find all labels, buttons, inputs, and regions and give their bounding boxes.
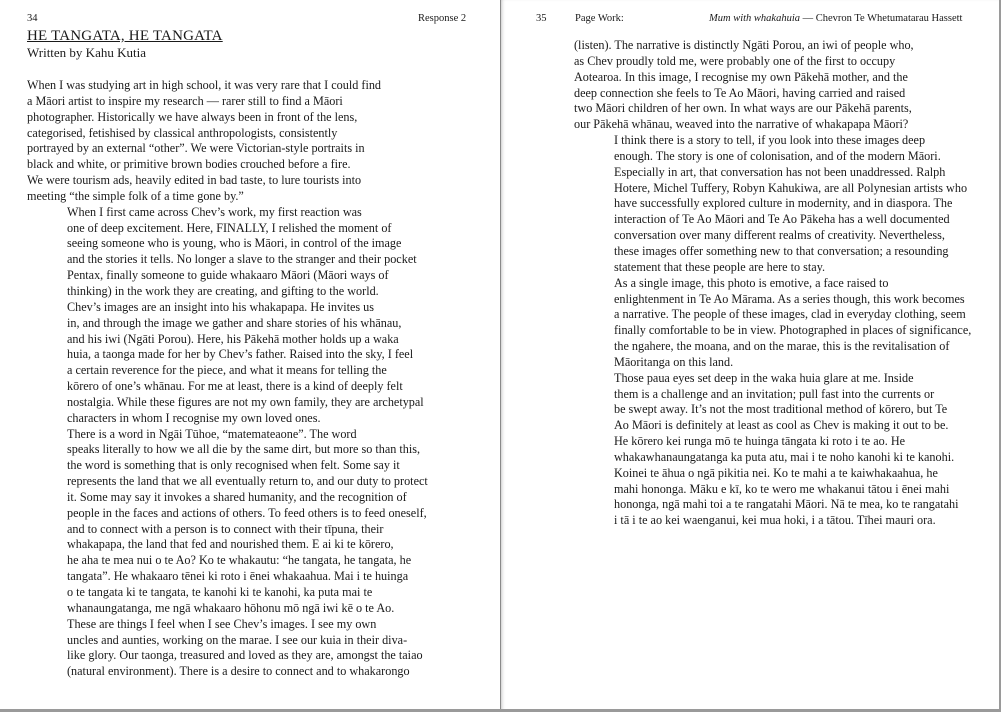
text-line: speaks literally to how we all die by the same dirt, but more so than this,	[67, 442, 421, 457]
text-line: I think there is a story to tell, if you look into these images deep	[614, 133, 926, 148]
text-line: as Chev proudly told me, were probably one of the first to occupy	[574, 53, 896, 68]
left-body-text	[27, 78, 428, 680]
text-line: like glory. Our taonga, treasured and loved as they are, amongst the taiao	[67, 648, 423, 663]
text-line: portrayed by an external “other”. We were Victorian-style portraits in	[27, 141, 365, 156]
text-line: black and white, or primitive brown bodies crouched before a fire.	[27, 157, 351, 172]
page-number-left: 34	[27, 13, 38, 24]
text-line: photographer. Historically we have always been in front of the lens,	[27, 109, 358, 124]
body-paragraph	[574, 38, 982, 133]
text-line: Those paua eyes set deep in the waka huia glare at me. Inside	[614, 370, 914, 385]
text-line: categorised, fetishised by classical anthropologists, consistently	[27, 125, 338, 140]
text-line: the ngahere, the moana, and on the marae, this is the revitalisation of	[614, 339, 950, 354]
text-line: whakapapa, the land that fed and nourished them. E ai ki te kōrero,	[67, 537, 394, 552]
text-line: interaction of Te Ao Māori and Te Ao Pākeha has a well documented	[614, 212, 950, 227]
body-paragraph	[27, 205, 419, 300]
text-line: and to connect with a person is to connect with their tīpuna, their	[67, 521, 384, 536]
text-line: whakawhanaungatanga ka puta atu, mai i te noho kanohi ki te kanohi.	[614, 449, 955, 464]
text-line: be swept away. It’s not the most traditional method of kōrero, but Te	[614, 402, 948, 417]
text-line: hononga, ngā mahi toi a te rangatahi Māori. Nā te mea, ko te rangatahi	[614, 497, 959, 512]
text-line: our Pākehā whānau, weaved into the narrative of whakapapa Māori?	[574, 117, 909, 132]
body-paragraph	[27, 616, 423, 680]
text-line: one of deep excitement. Here, FINALLY, I relished the moment of	[67, 220, 392, 235]
text-line: meeting “the simple folk of a time gone by.”	[27, 188, 244, 203]
text-line: seeing someone who is young, who is Māori, in control of the image	[67, 236, 402, 251]
text-line: When I was studying art in high school, it was very rare that I could find	[27, 78, 382, 92]
right-body-text	[574, 38, 982, 529]
running-head-left: Response 2	[418, 13, 467, 24]
text-line: nostalgia. While these figures are not my own family, they are archetypal	[67, 394, 424, 409]
text-line: the word is something that is only recognised when felt. Some say it	[67, 458, 400, 473]
text-line: whanaungatanga, me ngā whakaaro hōhonu mō ngā iwi kē o te Ao.	[67, 600, 395, 615]
text-line: a certain reverence for the piece, and what it means for telling the	[67, 363, 387, 378]
text-line: When I first came across Chev’s work, my first reaction was	[67, 204, 362, 219]
text-line: (natural environment). There is a desire to connect and to whakarongo	[67, 664, 410, 679]
text-line: We were tourism ads, heavily edited in bad taste, to lure tourists into	[27, 173, 362, 188]
text-line: characters in whom I recognise my own loved ones.	[67, 410, 321, 425]
text-line: uncles and aunties, working on the marae. I see our kuia in their diva-	[67, 632, 408, 647]
text-line: There is a word in Ngāi Tūhoe, “matemateaone”. The word	[67, 426, 357, 441]
text-line: deep connection she feels to Te Ao Māori, having carried and raised	[574, 85, 906, 100]
text-line: two Māori children of her own. In what ways are our Pākehā parents,	[574, 101, 912, 116]
text-line: he aha te mea nui o te Ao? Ko te whakautu: “he tangata, he tangata, he	[67, 553, 412, 568]
text-line: enough. The story is one of colonisation, and of the modern Māori.	[614, 148, 941, 163]
text-line: thinking) in the work they are creating, and gifting to the world.	[67, 283, 379, 298]
body-paragraph	[574, 434, 982, 529]
body-paragraph	[27, 426, 428, 617]
article-title: HE TANGATA, HE TANGATA	[27, 28, 223, 44]
text-line: Aotearoa. In this image, I recognise my own Pākehā mother, and the	[574, 69, 908, 84]
body-paragraph	[574, 276, 982, 371]
running-title-work: Mum with whakahuia	[709, 13, 800, 24]
text-line: it. Some may say it invokes a shared humanity, and the recognition of	[67, 489, 407, 504]
text-line: o te tangata ki te tangata, te kanohi ki te kanohi, ka puta mai te	[67, 585, 373, 599]
text-line: He kōrero kei runga mō te huinga tāngata ki roto i te ao. He	[614, 434, 906, 449]
text-line: these images offer something new to that conversation; a resounding	[614, 243, 949, 258]
text-line: i tā i te ao kei waenganui, kei mua hoki, i a tātou. Tīhei mauri ora.	[614, 513, 936, 528]
text-line: in, and through the image we gather and share stories of his whānau,	[67, 315, 402, 330]
running-title	[709, 13, 962, 25]
text-line: and the stories it tells. No longer a slave to the stranger and their pocket	[67, 252, 417, 267]
text-line: statement that these people are here to stay.	[614, 259, 826, 274]
body-paragraph	[574, 133, 982, 276]
running-head-right: Page Work:	[575, 13, 624, 24]
text-line: huia, a taonga made for her by Chev’s father. Raised into the sky, I feel	[67, 347, 414, 362]
text-line: conversation over many different realms of creativity. Nevertheless,	[614, 228, 945, 243]
text-line: Māoritanga on this land.	[614, 354, 734, 369]
body-paragraph	[27, 78, 419, 205]
text-line: them is a challenge and an invitation; pull fast into the currents or	[614, 386, 935, 401]
page-number-right: 35	[536, 13, 547, 24]
text-line: As a single image, this photo is emotive, a face raised to	[614, 275, 889, 290]
body-paragraph	[574, 371, 982, 434]
text-line: have successfully explored culture in modernity, and in diaspora. The	[614, 196, 953, 211]
text-line: a narrative. The people of these images, clad in everyday clothing, seem	[614, 307, 966, 322]
text-line: mahi hononga. Māku e kī, ko te wero me whakanui tātou i ēnei mahi	[614, 481, 950, 496]
text-line: tangata”. He whakaaro tēnei ki roto i ēnei whakaahua. Mai i te huinga	[67, 569, 409, 584]
text-line: Hotere, Michel Tuffery, Robyn Kahukiwa, are all Polynesian artists who	[614, 180, 968, 195]
text-line: Ao Māori is definitely at least as cool as Chev is making it out to be.	[614, 418, 949, 433]
text-line: Chev’s images are an insight into his whakapapa. He invites us	[67, 299, 374, 314]
text-line: and his iwi (Ngāti Porou). Here, his Pākehā mother holds up a waka	[67, 331, 399, 346]
text-line: enlightenment in Te Ao Mārama. As a series though, this work becomes	[614, 291, 965, 306]
text-line: represents the land that we all eventually return to, and our duty to protect	[67, 474, 428, 489]
body-paragraph	[27, 299, 424, 427]
text-line: (listen). The narrative is distinctly Ngāti Porou, an iwi of people who,	[574, 38, 914, 52]
text-line: finally comfortable to be in view. Photographed in places of significance,	[614, 323, 972, 338]
text-line: people in the faces and actions of others. To feed others is to feed oneself,	[67, 505, 427, 520]
text-line: a Māori artist to inspire my research — rarer still to find a Māori	[27, 93, 343, 108]
running-title-artist: — Chevron Te Whetumatarau Hassett	[800, 13, 963, 24]
text-line: Especially in art, that conversation has not been unaddressed. Ralph	[614, 164, 946, 179]
text-line: Pentax, finally someone to guide whakaaro Māori (Māori ways of	[67, 268, 389, 283]
byline: Written by Kahu Kutia	[27, 45, 146, 60]
text-line: These are things I feel when I see Chev’s images. I see my own	[67, 616, 377, 631]
right-page	[500, 0, 1001, 712]
left-page	[0, 0, 500, 712]
text-line: Koinei te āhua o ngā pikitia nei. Ko te mahi a te kaiwhakaahua, he	[614, 465, 938, 480]
text-line: kōrero of one’s whānau. For me at least, there is a kind of deeply felt	[67, 379, 403, 394]
